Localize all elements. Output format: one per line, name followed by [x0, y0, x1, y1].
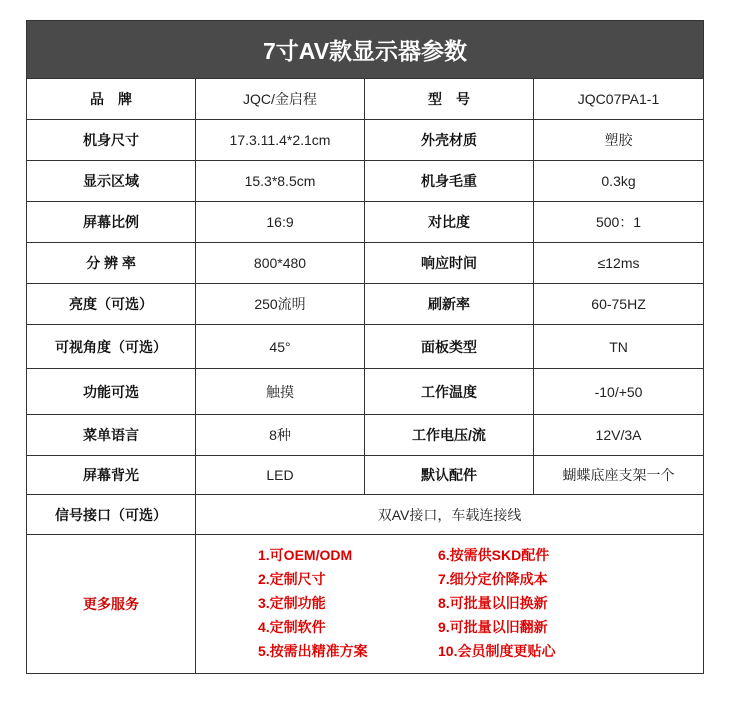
spec-label: 可视角度（可选）: [27, 325, 196, 369]
table-row: [27, 284, 704, 325]
spec-value: 0.3kg: [534, 161, 704, 202]
spec-value: 17.3.11.4*2.1cm: [196, 120, 365, 161]
spec-value: JQC07PA1-1: [534, 79, 704, 120]
table-row: [27, 415, 704, 456]
spec-value: 250流明: [196, 284, 365, 325]
spec-label: 对比度: [365, 202, 534, 243]
spec-label: 品 牌: [27, 79, 196, 120]
service-item: 4.定制软件: [258, 619, 326, 635]
spec-label: 功能可选: [27, 369, 196, 415]
spec-value: TN: [534, 325, 704, 369]
service-item: 3.定制功能: [258, 595, 326, 611]
spec-value: 15.3*8.5cm: [196, 161, 365, 202]
table-row: [27, 369, 704, 415]
table-row: [27, 161, 704, 202]
spec-label: 默认配件: [365, 456, 534, 495]
spec-value: 16:9: [196, 202, 365, 243]
spec-label: 亮度（可选）: [27, 284, 196, 325]
spec-value: 60-75HZ: [534, 284, 704, 325]
spec-value: 触摸: [196, 369, 365, 415]
spec-value: JQC/金启程: [196, 79, 365, 120]
spec-label: 响应时间: [365, 243, 534, 284]
service-item: 8.可批量以旧换新: [438, 595, 548, 611]
signal-row: [27, 495, 704, 535]
spec-table: [26, 20, 704, 674]
service-item: 9.可批量以旧翻新: [438, 619, 548, 635]
spec-value: 500：1: [534, 202, 704, 243]
table-row: [27, 120, 704, 161]
spec-value: 800*480: [196, 243, 365, 284]
spec-label: 机身毛重: [365, 161, 534, 202]
service-item: 1.可OEM/ODM: [258, 547, 353, 563]
spec-value: 45°: [196, 325, 365, 369]
spec-label: 分 辨 率: [27, 243, 196, 284]
spec-label: 工作电压/流: [365, 415, 534, 456]
table-row: [27, 202, 704, 243]
spec-value: LED: [196, 456, 365, 495]
spec-label: 屏幕比例: [27, 202, 196, 243]
services-list: [258, 545, 658, 661]
spec-value: -10/+50: [534, 369, 704, 415]
spec-label: 型 号: [365, 79, 534, 120]
table-row: [27, 325, 704, 369]
spec-value: 12V/3A: [534, 415, 704, 456]
spec-value: ≤12ms: [534, 243, 704, 284]
table-title: 7寸AV款显示器参数: [27, 21, 704, 79]
signal-value: 双AV接口，车载连接线: [196, 495, 704, 535]
spec-label: 外壳材质: [365, 120, 534, 161]
services-label: 更多服务: [27, 535, 196, 674]
services-cell: [196, 535, 704, 674]
spec-label: 机身尺寸: [27, 120, 196, 161]
service-item: 2.定制尺寸: [258, 571, 326, 587]
spec-value: 蝴蝶底座支架一个: [534, 456, 704, 495]
spec-value: 8种: [196, 415, 365, 456]
spec-label: 菜单语言: [27, 415, 196, 456]
service-item: 6.按需供SKD配件: [438, 547, 550, 563]
spec-label: 刷新率: [365, 284, 534, 325]
spec-label: 显示区域: [27, 161, 196, 202]
title-row: [27, 21, 704, 79]
table-row: [27, 79, 704, 120]
service-item: 10.会员制度更贴心: [438, 643, 556, 659]
service-item: 5.按需出精准方案: [258, 643, 368, 659]
spec-label: 面板类型: [365, 325, 534, 369]
spec-label: 工作温度: [365, 369, 534, 415]
services-row: [27, 535, 704, 674]
table-row: [27, 456, 704, 495]
signal-label: 信号接口（可选）: [27, 495, 196, 535]
table-row: [27, 243, 704, 284]
service-item: 7.细分定价降成本: [438, 571, 548, 587]
spec-value: 塑胶: [534, 120, 704, 161]
spec-label: 屏幕背光: [27, 456, 196, 495]
